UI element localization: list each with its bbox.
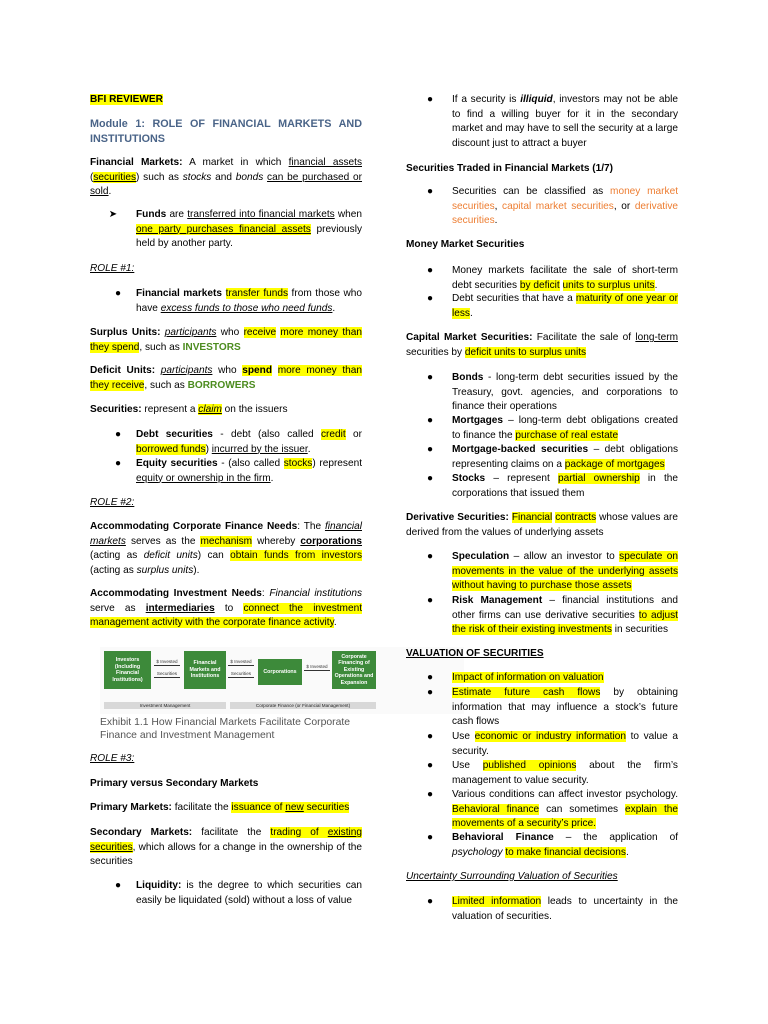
bullet-icon: ● xyxy=(426,551,434,562)
exhibit-caption: Exhibit 1.1 How Financial Markets Facilitate Corporate Finance and Investment Management xyxy=(100,717,351,741)
bullet-icon: ● xyxy=(426,760,434,771)
derivative-securities-definition: Derivative Securities: Financial contracts whose values are derived from the values of underlying assets xyxy=(406,512,678,538)
document-page: BFI REVIEWER Module 1: ROLE OF FINANCIAL MARKETS AND INSTITUTIONS Financial Markets: A market in which financial assets (securities) such as stocks and bonds can be purchased or sold. ➤ Funds are transferred into financial markets when one party purchases financial assets previously held by another party. ROLE #1: ● Financial markets transfer funds from those who have excess funds to those who need funds. Surplus Units: participants who receive more money than they spend, such as INVESTORS Deficit Units: participants who spend more money than they receive, such as BORROWERS Securities: represent a claim on the issuers ● Debt securities - debt (also called credit or borrowed funds) incurred by the issuer. ● Equity securities - (also called stocks) represent equity or ownership in the firm. ROLE #2: Accommodating Corporate Finance Needs: The financial markets serves as the mechanism whereby corporations (acting as deficit units) can obtain funds from investors (acting as surplus units). Accommodating Investment Needs: Financial institutions serve as intermediaries to connect the investment management activity with the corporate finance activity. Investors (Including Financial Institutions) $ Invested Securities Financial Markets and Institutions $ Invested Securities Corporations $ Invested Corporate Financing of Existing Operations and Expansion Investment Management Corporate Finance (or Financial Management) Exhibit 1.1 How Financial Markets Facilitate Corporate Finance and Investment Management ROLE #3: Primary versus Secondary Markets Primary Markets: facilitate the issuance of new securities Secondary Markets: facilitate the trading of existing securities, which allows for a change in the ownership of the securities ● Liquidity: is the degree to which securities can easily be liquidated (sold) without a loss of value ● If a security is illiquid, investors may not be able to find a willing buyer for it in the secondary market and may have to sell the security at a large discount just to attract a buyer Securities Traded in Financial Markets (1/7) ● Securities can be classified as money market securities, capital market securities, or derivative securities. Money Market Securities ● Money markets facilitate the sale of short-term debt securities by deficit units to surplus units. ● Debt securities that have a maturity of one year or less. Capital Market Securities: Facilitate the sale of long-term securities by deficit units to surplus units ● Bonds - long-term debt securities issued by the Treasury, govt. agencies, and corporations to finance their operations ● Mortgages – long-term debt obligations created to finance the purchase of real estate ● Mortgage-backed securities – debt obligations representing claims on a package of mortgages ● Stocks – represent partial ownership in the corporations that issued them Derivative Securities: Financial contracts whose values are derived from the values of underlying assets ● Speculation – allow an investor to speculate on movements in the value of the underlying assets without having to purchase those assets ● Risk Management – financial institutions and other firms can use derivative securities to adjust the risk of their existing investments in securities VALUATION OF SECURITIES ● Impact of information on valuation ● Estimate future cash flows by obtaining information that may influence a stock’s future cash flows ● Use economic or industry information to value a security. ● Use published opinions about the firm’s management to value security. ● Various conditions can affect investor psychology. Behavioral finance can sometimes explain the movements of a security’s price. ● Behavioral Finance – the application of psychology to make financial decisions. Uncertainty Surrounding Valuation of Securities ● Limited information leads to uncertainty in the valuation of securities. xyxy=(90,94,679,922)
bullet-icon: ● xyxy=(114,288,122,299)
invested-label-2: $ Invested xyxy=(228,659,254,666)
securities-label-1: Securities xyxy=(154,671,180,678)
securities-label-2: Securities xyxy=(228,671,254,678)
corporate-finance-bar: Corporate Finance (or Financial Management) xyxy=(230,702,376,709)
bullet-icon: ● xyxy=(426,372,434,383)
valuation-heading: VALUATION OF SECURITIES xyxy=(406,648,544,659)
investment-needs-paragraph: Accommodating Investment Needs: Financial institutions serve as intermediaries to connect the investment management activity with the corporate finance activity. xyxy=(90,588,363,628)
investors-box: Investors (Including Financial Institutions) xyxy=(104,651,151,689)
bullet-icon: ● xyxy=(426,731,434,742)
bullet-icon: ● xyxy=(426,595,434,606)
money-market-securities-heading: Money Market Securities xyxy=(406,239,525,250)
securities-traded-heading: Securities Traded in Financial Markets (1/7) xyxy=(406,163,613,174)
bullet-icon: ● xyxy=(426,265,434,276)
bullet-icon: ● xyxy=(426,789,434,800)
bullet-icon: ● xyxy=(426,293,434,304)
corporate-finance-needs-paragraph: Accommodating Corporate Finance Needs: The financial markets serves as the mechanism whereby corporations (acting as deficit units) can obtain funds from investors (acting as surplus units). xyxy=(90,521,363,576)
capital-market-securities-definition: Capital Market Securities: Facilitate the sale of long-term securities by deficit units to surplus units xyxy=(406,332,678,358)
module-title: Module 1: ROLE OF FINANCIAL MARKETS AND INSTITUTIONS xyxy=(90,118,362,145)
surplus-units-definition: Surplus Units: participants who receive more money than they spend, such as INVESTORS xyxy=(90,327,362,353)
primary-vs-secondary-heading: Primary versus Secondary Markets xyxy=(90,778,259,789)
financial-markets-definition: Financial Markets: A market in which financial assets (securities) such as stocks and bonds can be purchased or sold. xyxy=(90,157,363,197)
bullet-icon: ● xyxy=(426,473,434,484)
role-3-heading: ROLE #3: xyxy=(90,753,135,764)
bullet-icon: ● xyxy=(426,687,434,698)
investment-management-bar: Investment Management xyxy=(104,702,226,709)
uncertainty-heading: Uncertainty Surrounding Valuation of Securities xyxy=(406,871,618,882)
invested-label-3: $ Invested xyxy=(304,664,330,671)
arrow-bullet-icon: ➤ xyxy=(108,209,118,220)
bullet-icon: ● xyxy=(426,672,434,683)
financial-markets-box: Financial Markets and Institutions xyxy=(184,651,226,689)
bfi-title: BFI REVIEWER xyxy=(90,94,163,105)
deficit-units-definition: Deficit Units: participants who spend more money than they receive, such as BORROWERS xyxy=(90,365,362,391)
bullet-icon: ● xyxy=(426,186,434,197)
bullet-icon: ● xyxy=(426,896,434,907)
invested-label-1: $ Invested xyxy=(154,659,180,666)
bullet-icon: ● xyxy=(426,415,434,426)
bullet-icon: ● xyxy=(114,458,122,469)
role-2-heading: ROLE #2: xyxy=(90,497,135,508)
bullet-icon: ● xyxy=(426,444,434,455)
bullet-icon: ● xyxy=(114,880,122,891)
bullet-icon: ● xyxy=(426,832,434,843)
securities-definition: Securities: represent a claim on the issuers xyxy=(90,404,288,415)
primary-markets-definition: Primary Markets: facilitate the issuance of new securities xyxy=(90,802,350,813)
bullet-icon: ● xyxy=(426,94,434,105)
corporations-box: Corporations xyxy=(258,659,302,685)
corporate-financing-box: Corporate Financing of Existing Operations and Expansion xyxy=(332,651,376,689)
bullet-icon: ● xyxy=(114,429,122,440)
secondary-markets-definition: Secondary Markets: facilitate the trading of existing securities, which allows for a change in the ownership of the securities xyxy=(90,827,362,867)
role-1-heading: ROLE #1: xyxy=(90,263,135,274)
